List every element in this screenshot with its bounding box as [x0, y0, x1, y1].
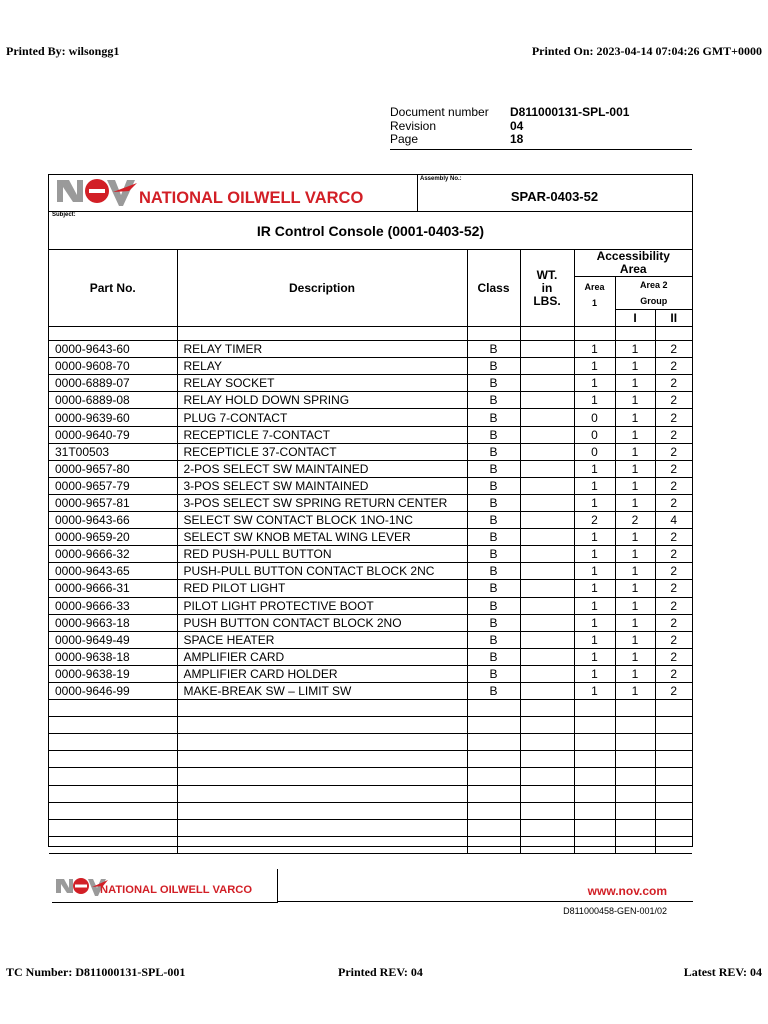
- area-1-cell: 1: [574, 546, 615, 563]
- group-i-cell: 1: [615, 460, 655, 477]
- description-cell: RED PUSH-PULL BUTTON: [177, 546, 467, 563]
- part-number-cell: 0000-9643-65: [49, 563, 177, 580]
- part-number-cell: 0000-9666-32: [49, 546, 177, 563]
- group-ii-cell: [655, 734, 692, 751]
- group-ii-cell: 2: [655, 494, 692, 511]
- class-cell: B: [467, 614, 520, 631]
- part-number-cell: 0000-9666-31: [49, 580, 177, 597]
- class-cell: [467, 751, 520, 768]
- group-ii-cell: 2: [655, 614, 692, 631]
- weight-cell: [520, 700, 574, 717]
- group-i-cell: [615, 768, 655, 785]
- table-row: [49, 494, 692, 511]
- tc-number: TC Number: D811000131-SPL-001: [6, 965, 186, 979]
- group-i-cell: [615, 836, 655, 853]
- class-cell: B: [467, 563, 520, 580]
- group-i-cell: 1: [615, 614, 655, 631]
- part-number-cell: [49, 751, 177, 768]
- weight-cell: [520, 648, 574, 665]
- group-i-cell: 1: [615, 563, 655, 580]
- header-area-1-line-1: Area: [584, 282, 605, 292]
- footer-divider: [277, 901, 693, 902]
- area-1-cell: 1: [574, 631, 615, 648]
- description-cell: RELAY HOLD DOWN SPRING: [177, 392, 467, 409]
- docinfo-row: [390, 133, 692, 147]
- table-row: [49, 768, 692, 785]
- parts-table: [49, 249, 692, 854]
- table-header-row: [49, 250, 692, 277]
- parts-list-sheet: [48, 174, 693, 847]
- class-cell: B: [467, 631, 520, 648]
- weight-cell: [520, 734, 574, 751]
- weight-cell: [520, 409, 574, 426]
- group-i-cell: 1: [615, 529, 655, 546]
- table-row: [49, 392, 692, 409]
- class-cell: [467, 836, 520, 853]
- group-i-cell: 1: [615, 477, 655, 494]
- subject-label: Subject:: [52, 212, 76, 218]
- part-number-cell: [49, 836, 177, 853]
- weight-cell: [520, 819, 574, 836]
- weight-cell: [520, 768, 574, 785]
- svg-text:NATIONAL OILWELL VARCO: NATIONAL OILWELL VARCO: [100, 884, 253, 896]
- part-number-cell: [49, 802, 177, 819]
- description-cell: [177, 700, 467, 717]
- header-area-1: [574, 277, 615, 327]
- group-ii-cell: [655, 836, 692, 853]
- group-i-cell: 1: [615, 341, 655, 358]
- description-cell: 3-POS SELECT SW SPRING RETURN CENTER: [177, 494, 467, 511]
- class-cell: B: [467, 665, 520, 682]
- description-cell: SPACE HEATER: [177, 631, 467, 648]
- description-cell: AMPLIFIER CARD HOLDER: [177, 665, 467, 682]
- area-1-cell: 1: [574, 648, 615, 665]
- document-info: [390, 106, 692, 147]
- header-weight-line-3: LBS.: [533, 293, 561, 308]
- description-cell: RED PILOT LIGHT: [177, 580, 467, 597]
- docinfo-row: [390, 120, 692, 134]
- table-spacer-row: [49, 327, 692, 341]
- weight-cell: [520, 426, 574, 443]
- docinfo-value: 04: [510, 118, 524, 133]
- group-i-cell: [615, 785, 655, 802]
- table-row: [49, 409, 692, 426]
- group-ii-cell: 2: [655, 631, 692, 648]
- part-number-cell: [49, 768, 177, 785]
- area-1-cell: 0: [574, 443, 615, 460]
- group-ii-cell: 2: [655, 597, 692, 614]
- description-cell: RELAY SOCKET: [177, 375, 467, 392]
- class-cell: B: [467, 580, 520, 597]
- description-cell: RECEPTICLE 37-CONTACT: [177, 443, 467, 460]
- subject-block: [49, 211, 692, 250]
- subject-title: IR Control Console (0001-0403-52): [256, 223, 485, 239]
- weight-cell: [520, 717, 574, 734]
- group-ii-cell: 2: [655, 563, 692, 580]
- group-i-cell: [615, 717, 655, 734]
- part-number-cell: 0000-6889-08: [49, 392, 177, 409]
- table-row: [49, 443, 692, 460]
- group-ii-cell: 2: [655, 392, 692, 409]
- weight-cell: [520, 785, 574, 802]
- description-cell: [177, 734, 467, 751]
- class-cell: [467, 734, 520, 751]
- area-1-cell: [574, 751, 615, 768]
- part-number-cell: 31T00503: [49, 443, 177, 460]
- group-ii-cell: 2: [655, 580, 692, 597]
- weight-cell: [520, 597, 574, 614]
- part-number-cell: 0000-9643-60: [49, 341, 177, 358]
- group-ii-cell: [655, 802, 692, 819]
- title-block: [49, 175, 692, 212]
- area-1-cell: 1: [574, 563, 615, 580]
- docinfo-divider: [390, 149, 692, 150]
- header-area-2: [615, 277, 692, 310]
- class-cell: [467, 819, 520, 836]
- weight-cell: [520, 631, 574, 648]
- weight-cell: [520, 341, 574, 358]
- area-1-cell: 1: [574, 665, 615, 682]
- header-weight-line-1: WT.: [536, 267, 558, 282]
- header-area-2-line-2: Group: [640, 296, 668, 306]
- area-1-cell: 1: [574, 597, 615, 614]
- area-1-cell: 1: [574, 494, 615, 511]
- group-ii-cell: 2: [655, 409, 692, 426]
- part-number-cell: 0000-9663-18: [49, 614, 177, 631]
- class-cell: B: [467, 392, 520, 409]
- weight-cell: [520, 802, 574, 819]
- header-weight: [520, 250, 574, 327]
- area-1-cell: 1: [574, 580, 615, 597]
- group-i-cell: 1: [615, 358, 655, 375]
- website-link[interactable]: www.nov.com: [587, 884, 667, 898]
- description-cell: MAKE-BREAK SW – LIMIT SW: [177, 682, 467, 699]
- part-number-cell: 0000-6889-07: [49, 375, 177, 392]
- docinfo-value: D811000131-SPL-001: [510, 105, 630, 119]
- latest-revision: Latest REV: 04: [683, 965, 762, 979]
- part-number-cell: 0000-9608-70: [49, 358, 177, 375]
- weight-cell: [520, 477, 574, 494]
- class-cell: B: [467, 494, 520, 511]
- description-cell: AMPLIFIER CARD: [177, 648, 467, 665]
- part-number-cell: 0000-9643-66: [49, 512, 177, 529]
- group-i-cell: 1: [615, 409, 655, 426]
- group-i-cell: 1: [615, 580, 655, 597]
- table-row: [49, 597, 692, 614]
- table-row: [49, 631, 692, 648]
- description-cell: PUSH BUTTON CONTACT BLOCK 2NO: [177, 614, 467, 631]
- group-i-cell: 1: [615, 631, 655, 648]
- group-i-cell: [615, 700, 655, 717]
- group-i-cell: 2: [615, 512, 655, 529]
- part-number-cell: 0000-9657-79: [49, 477, 177, 494]
- weight-cell: [520, 358, 574, 375]
- docinfo-row: [390, 106, 692, 120]
- class-cell: B: [467, 682, 520, 699]
- table-row: [49, 648, 692, 665]
- group-ii-cell: 2: [655, 358, 692, 375]
- part-number-cell: 0000-9659-20: [49, 529, 177, 546]
- table-row: [49, 426, 692, 443]
- weight-cell: [520, 375, 574, 392]
- weight-cell: [520, 460, 574, 477]
- description-cell: [177, 751, 467, 768]
- class-cell: B: [467, 426, 520, 443]
- footer-company-logo: [52, 869, 278, 903]
- class-cell: B: [467, 477, 520, 494]
- class-cell: B: [467, 460, 520, 477]
- description-cell: SELECT SW CONTACT BLOCK 1NO-1NC: [177, 512, 467, 529]
- docinfo-label: Revision: [390, 118, 437, 133]
- area-1-cell: 1: [574, 529, 615, 546]
- table-row: [49, 477, 692, 494]
- class-cell: B: [467, 358, 520, 375]
- part-number-cell: 0000-9638-19: [49, 665, 177, 682]
- class-cell: [467, 802, 520, 819]
- area-1-cell: [574, 768, 615, 785]
- description-cell: PLUG 7-CONTACT: [177, 409, 467, 426]
- docinfo-value: 18: [510, 132, 524, 146]
- part-number-cell: 0000-9638-18: [49, 648, 177, 665]
- weight-cell: [520, 494, 574, 511]
- area-1-cell: 0: [574, 426, 615, 443]
- group-i-cell: [615, 802, 655, 819]
- header-accessibility-line-2: Area: [619, 262, 647, 276]
- group-i-cell: 1: [615, 597, 655, 614]
- area-1-cell: 1: [574, 682, 615, 699]
- area-1-cell: [574, 700, 615, 717]
- part-number-cell: 0000-9666-33: [49, 597, 177, 614]
- area-1-cell: [574, 734, 615, 751]
- part-number-cell: [49, 734, 177, 751]
- table-row: [49, 580, 692, 597]
- table-row: [49, 375, 692, 392]
- table-row: [49, 836, 692, 853]
- weight-cell: [520, 529, 574, 546]
- description-cell: [177, 836, 467, 853]
- group-i-cell: 1: [615, 426, 655, 443]
- group-ii-cell: 2: [655, 477, 692, 494]
- group-ii-cell: [655, 785, 692, 802]
- header-accessibility: [574, 250, 692, 277]
- group-ii-cell: 2: [655, 460, 692, 477]
- weight-cell: [520, 682, 574, 699]
- group-i-cell: 1: [615, 443, 655, 460]
- header-group-ii: II: [655, 310, 692, 327]
- description-cell: PUSH-PULL BUTTON CONTACT BLOCK 2NC: [177, 563, 467, 580]
- weight-cell: [520, 563, 574, 580]
- table-row: [49, 512, 692, 529]
- class-cell: B: [467, 341, 520, 358]
- description-cell: PILOT LIGHT PROTECTIVE BOOT: [177, 597, 467, 614]
- header-group-i: I: [615, 310, 655, 327]
- class-cell: B: [467, 648, 520, 665]
- class-cell: [467, 785, 520, 802]
- group-i-cell: 1: [615, 392, 655, 409]
- header-description: Description: [177, 250, 467, 327]
- table-row: [49, 734, 692, 751]
- part-number-cell: 0000-9646-99: [49, 682, 177, 699]
- area-1-cell: [574, 785, 615, 802]
- description-cell: [177, 785, 467, 802]
- description-cell: SELECT SW KNOB METAL WING LEVER: [177, 529, 467, 546]
- part-number-cell: [49, 700, 177, 717]
- weight-cell: [520, 614, 574, 631]
- group-ii-cell: 2: [655, 682, 692, 699]
- group-i-cell: 1: [615, 648, 655, 665]
- group-ii-cell: 2: [655, 426, 692, 443]
- area-1-cell: 1: [574, 392, 615, 409]
- group-ii-cell: 4: [655, 512, 692, 529]
- group-ii-cell: [655, 751, 692, 768]
- group-i-cell: 1: [615, 682, 655, 699]
- table-row: [49, 563, 692, 580]
- weight-cell: [520, 665, 574, 682]
- description-cell: 2-POS SELECT SW MAINTAINED: [177, 460, 467, 477]
- area-1-cell: 1: [574, 477, 615, 494]
- group-ii-cell: 2: [655, 665, 692, 682]
- header-class: Class: [467, 250, 520, 327]
- class-cell: B: [467, 597, 520, 614]
- description-cell: [177, 819, 467, 836]
- weight-cell: [520, 512, 574, 529]
- description-cell: RELAY TIMER: [177, 341, 467, 358]
- group-ii-cell: [655, 717, 692, 734]
- weight-cell: [520, 751, 574, 768]
- header-area-1-line-2: 1: [591, 298, 597, 308]
- table-row: [49, 341, 692, 358]
- group-i-cell: 1: [615, 375, 655, 392]
- part-number-cell: 0000-9657-80: [49, 460, 177, 477]
- class-cell: B: [467, 546, 520, 563]
- class-cell: B: [467, 512, 520, 529]
- area-1-cell: [574, 717, 615, 734]
- part-number-cell: 0000-9639-60: [49, 409, 177, 426]
- docinfo-label: Document number: [390, 105, 489, 119]
- class-cell: B: [467, 375, 520, 392]
- header-part-no: Part No.: [49, 250, 177, 327]
- description-cell: [177, 802, 467, 819]
- group-ii-cell: 2: [655, 648, 692, 665]
- table-row: [49, 546, 692, 563]
- table-row: [49, 700, 692, 717]
- group-ii-cell: [655, 768, 692, 785]
- area-1-cell: 2: [574, 512, 615, 529]
- printed-on: Printed On: 2023-04-14 07:04:26 GMT+0000: [531, 44, 762, 58]
- part-number-cell: [49, 819, 177, 836]
- group-i-cell: [615, 819, 655, 836]
- group-ii-cell: 2: [655, 529, 692, 546]
- description-cell: [177, 768, 467, 785]
- group-i-cell: 1: [615, 546, 655, 563]
- area-1-cell: 0: [574, 409, 615, 426]
- table-row: [49, 460, 692, 477]
- part-number-cell: [49, 717, 177, 734]
- class-cell: [467, 700, 520, 717]
- area-1-cell: 1: [574, 341, 615, 358]
- header-weight-line-2: in: [541, 280, 553, 295]
- weight-cell: [520, 546, 574, 563]
- part-number-cell: [49, 785, 177, 802]
- table-row: [49, 819, 692, 836]
- nov-footer-logo-icon: [52, 869, 277, 902]
- area-1-cell: [574, 836, 615, 853]
- description-cell: RELAY: [177, 358, 467, 375]
- part-number-cell: 0000-9649-49: [49, 631, 177, 648]
- weight-cell: [520, 580, 574, 597]
- table-row: [49, 717, 692, 734]
- weight-cell: [520, 836, 574, 853]
- printed-by: Printed By: wilsongg1: [6, 44, 120, 58]
- part-number-cell: 0000-9640-79: [49, 426, 177, 443]
- area-1-cell: 1: [574, 375, 615, 392]
- weight-cell: [520, 443, 574, 460]
- svg-text:NATIONAL OILWELL VARCO: NATIONAL OILWELL VARCO: [139, 189, 364, 207]
- header-area-2-line-1: Area 2: [639, 280, 668, 290]
- group-ii-cell: [655, 700, 692, 717]
- nov-logo-icon: [49, 175, 417, 211]
- assembly-number-cell: [417, 175, 692, 211]
- docinfo-label: Page: [390, 132, 419, 146]
- group-i-cell: 1: [615, 494, 655, 511]
- class-cell: B: [467, 529, 520, 546]
- table-row: [49, 682, 692, 699]
- table-row: [49, 802, 692, 819]
- description-cell: 3-POS SELECT SW MAINTAINED: [177, 477, 467, 494]
- table-row: [49, 614, 692, 631]
- group-ii-cell: 2: [655, 546, 692, 563]
- group-i-cell: [615, 751, 655, 768]
- area-1-cell: [574, 802, 615, 819]
- form-number: D811000458-GEN-001/02: [563, 906, 667, 916]
- area-1-cell: [574, 819, 615, 836]
- header-accessibility-line-1: Accessibility: [596, 249, 670, 263]
- printed-revision: Printed REV: 04: [338, 965, 423, 979]
- class-cell: B: [467, 443, 520, 460]
- class-cell: [467, 768, 520, 785]
- area-1-cell: 1: [574, 460, 615, 477]
- assembly-label: Assembly No.:: [420, 176, 462, 182]
- part-number-cell: 0000-9657-81: [49, 494, 177, 511]
- table-row: [49, 529, 692, 546]
- group-ii-cell: 2: [655, 375, 692, 392]
- area-1-cell: 1: [574, 614, 615, 631]
- table-row: [49, 665, 692, 682]
- group-ii-cell: 2: [655, 341, 692, 358]
- class-cell: [467, 717, 520, 734]
- table-row: [49, 785, 692, 802]
- description-cell: [177, 717, 467, 734]
- group-ii-cell: [655, 819, 692, 836]
- company-logo: [49, 175, 418, 211]
- assembly-number: SPAR-0403-52: [510, 189, 599, 204]
- table-row: [49, 358, 692, 375]
- description-cell: RECEPTICLE 7-CONTACT: [177, 426, 467, 443]
- table-row: [49, 751, 692, 768]
- area-1-cell: 1: [574, 358, 615, 375]
- group-ii-cell: 2: [655, 443, 692, 460]
- group-i-cell: [615, 734, 655, 751]
- group-i-cell: 1: [615, 665, 655, 682]
- class-cell: B: [467, 409, 520, 426]
- weight-cell: [520, 392, 574, 409]
